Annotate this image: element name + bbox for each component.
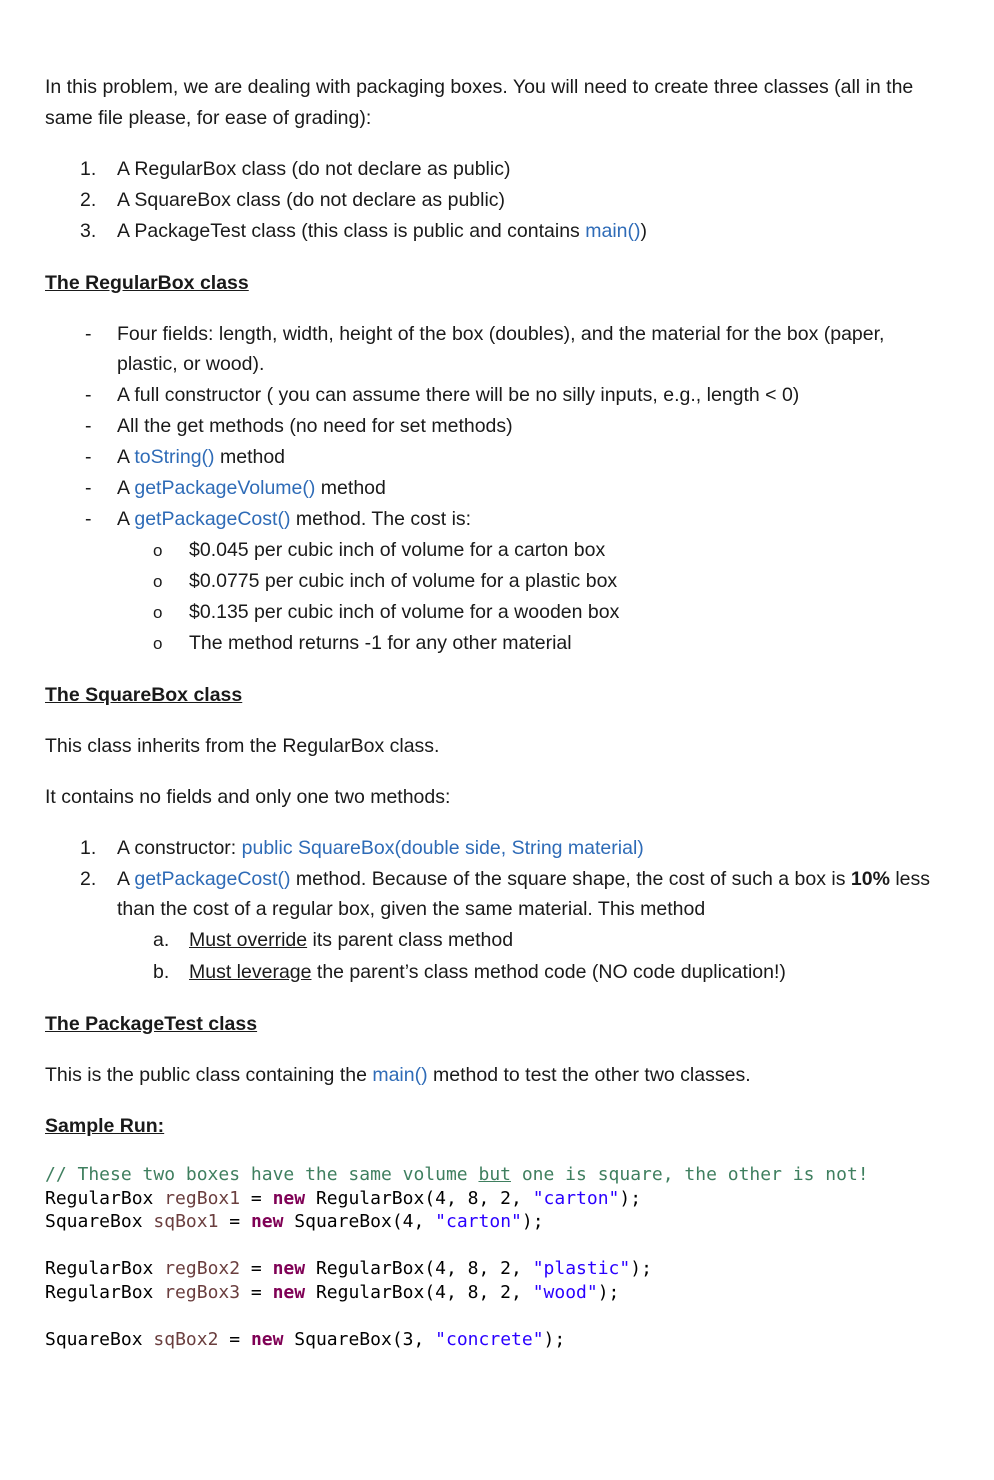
code-line-regbox1: RegularBox regBox1 = new RegularBox(4, 8, 2, "carton");: [45, 1188, 642, 1209]
bullet-dash: -: [85, 323, 92, 345]
square-cost-line-2: than the cost of a regular box, given the same material. This method: [117, 898, 706, 920]
square-cost-line-1: A getPackageCost() method. Because of the square shape, the cost of such a box is 10% less: [117, 868, 931, 890]
intro-line-1: In this problem, we are dealing with packaging boxes. You will need to create three classes (all in the: [45, 76, 914, 98]
sample-run-heading: Sample Run:: [45, 1115, 165, 1137]
class-list-num: 1.: [80, 158, 97, 180]
squarebox-inherits: This class inherits from the RegularBox class.: [45, 735, 440, 757]
squarebox-contains: It contains no fields and only one two methods:: [45, 786, 451, 808]
code-line-sqbox1: SquareBox sqBox1 = new SquareBox(4, "carton");: [45, 1211, 544, 1232]
code-line-sqbox2: SquareBox sqBox2 = new SquareBox(3, "concrete");: [45, 1329, 566, 1350]
class-list-item: A PackageTest class (this class is public and contains main()): [117, 220, 647, 242]
sub-list-label: b.: [153, 961, 170, 983]
bullet-dash: -: [85, 477, 92, 499]
code-line-regbox2: RegularBox regBox2 = new RegularBox(4, 8, 2, "plastic");: [45, 1258, 652, 1279]
bullet-dash: -: [85, 415, 92, 437]
regular-tostring: A toString() method: [117, 446, 286, 468]
circle-bullet: o: [153, 603, 163, 622]
code-comment: // These two boxes have the same volume but one is square, the other is not!: [45, 1164, 869, 1185]
cost-plastic: $0.0775 per cubic inch of volume for a plastic box: [189, 570, 618, 592]
class-list-num: 3.: [80, 220, 97, 242]
sub-list-label: a.: [153, 929, 170, 951]
cost-other: The method returns -1 for any other material: [189, 632, 572, 654]
packagetest-desc: This is the public class containing the main() method to test the other two classes.: [45, 1064, 751, 1086]
regular-constructor: A full constructor ( you can assume there will be no silly inputs, e.g., length < 0): [117, 384, 800, 406]
class-list-item: A RegularBox class (do not declare as public): [117, 158, 511, 180]
bullet-dash: -: [85, 384, 92, 406]
regular-getters: All the get methods (no need for set methods): [117, 415, 513, 437]
code-line-regbox3: RegularBox regBox3 = new RegularBox(4, 8, 2, "wood");: [45, 1282, 620, 1303]
squarebox-heading: The SquareBox class: [45, 684, 243, 706]
cost-wood: $0.135 per cubic inch of volume for a wooden box: [189, 601, 620, 623]
bullet-dash: -: [85, 508, 92, 530]
packagetest-heading: The PackageTest class: [45, 1013, 258, 1035]
bullet-dash: -: [85, 446, 92, 468]
regular-fields-line-1: Four fields: length, width, height of the box (doubles), and the material for the box (paper,: [117, 323, 885, 345]
class-list-num: 2.: [80, 189, 97, 211]
square-list-num: 1.: [80, 837, 97, 859]
class-list-item: A SquareBox class (do not declare as public): [117, 189, 506, 211]
regular-cost: A getPackageCost() method. The cost is:: [117, 508, 472, 530]
regularbox-heading: The RegularBox class: [45, 272, 249, 294]
must-leverage: Must leverage the parent’s class method code (NO code duplication!): [189, 961, 786, 983]
circle-bullet: o: [153, 634, 163, 653]
must-override: Must override its parent class method: [189, 929, 514, 951]
cost-carton: $0.045 per cubic inch of volume for a carton box: [189, 539, 606, 561]
square-list-num: 2.: [80, 868, 97, 890]
circle-bullet: o: [153, 572, 163, 591]
regular-volume: A getPackageVolume() method: [117, 477, 386, 499]
square-constructor: A constructor: public SquareBox(double side, String material): [117, 837, 644, 859]
intro-line-2: same file please, for ease of grading):: [45, 107, 372, 129]
main-method-ref: main(): [585, 220, 641, 242]
circle-bullet: o: [153, 541, 163, 560]
regular-fields-line-2: plastic, or wood).: [117, 353, 265, 375]
